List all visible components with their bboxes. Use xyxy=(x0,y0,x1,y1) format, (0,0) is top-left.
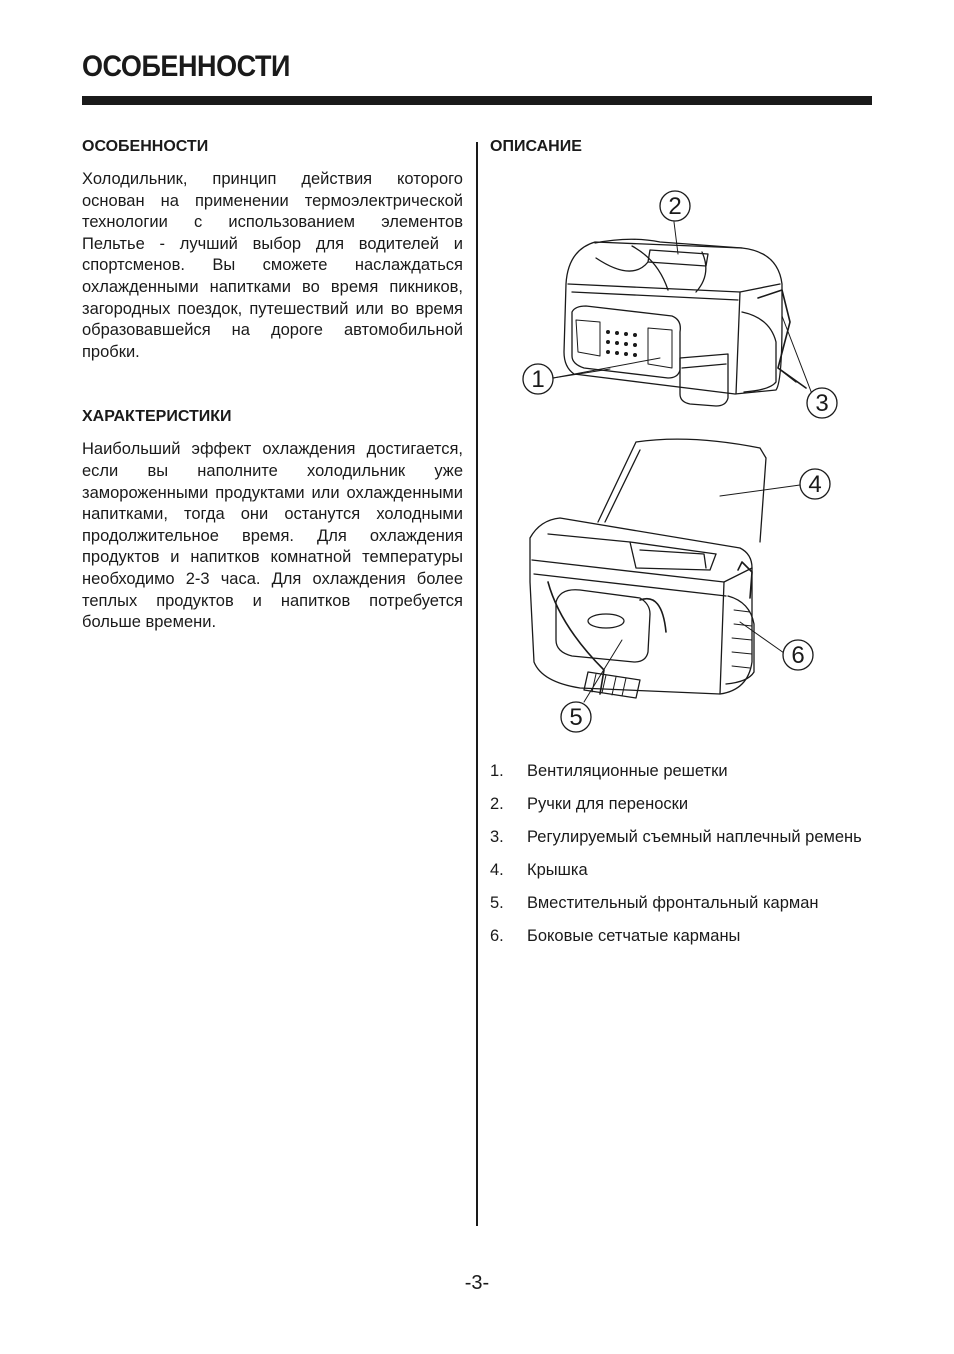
cooler-bag-illustration xyxy=(490,170,873,742)
parts-legend xyxy=(490,760,873,947)
left-column xyxy=(82,136,463,634)
page-number: -3- xyxy=(464,1272,490,1294)
callout-1 xyxy=(523,364,553,394)
section-heading-specifications: ХАРАКТЕРИСТИКИ xyxy=(82,408,232,426)
callout-6 xyxy=(783,640,813,670)
right-column xyxy=(490,136,873,958)
section-heading-description: ОПИСАНИЕ xyxy=(490,138,582,155)
callout-3-label: 3 xyxy=(815,390,829,417)
callout-6-label: 6 xyxy=(791,642,805,669)
callout-5 xyxy=(561,702,591,732)
specifications-paragraph: Наибольший эффект охлаждения достигается, если вы наполните холодильник уже замороженными продуктами или охлажденными напитками, тогда они останутся холодными продолжительное время. Для охлаждения продуктов и напитков комнатной температуры необходимо 2-3 часа. Для охлаждения более теплых продуктов и напитков потребуется больше времени. xyxy=(82,440,463,632)
column-divider xyxy=(476,142,478,1226)
legend-text: Крышка xyxy=(527,861,588,879)
features-paragraph: Холодильник, принцип действия которого основан на применении термоэлектрической технологии с использованием элементов Пельтье - лучший выбор для водителей и спортсменов. Вы сможете наслаждаться охлажденными напитками во время пикников, загородных поездок, путешествий или во время образовавшейся на дороге автомобильной пробки. xyxy=(82,170,463,361)
legend-number: 3. xyxy=(490,828,504,846)
legend-item xyxy=(490,892,873,914)
page-title: ОСОБЕННОСТИ xyxy=(82,50,291,83)
callout-3 xyxy=(807,388,837,418)
legend-number: 6. xyxy=(490,927,504,945)
callout-4 xyxy=(800,469,830,499)
legend-item xyxy=(490,859,873,881)
legend-item xyxy=(490,760,873,782)
legend-text: Вместительный фронтальный карман xyxy=(527,894,819,912)
legend-number: 5. xyxy=(490,894,504,912)
legend-text: Вентиляционные решетки xyxy=(527,762,728,780)
callout-4-label: 4 xyxy=(808,471,822,498)
legend-number: 1. xyxy=(490,762,504,780)
section-heading-features: ОСОБЕННОСТИ xyxy=(82,138,209,155)
legend-text: Ручки для переноски xyxy=(527,795,689,813)
title-rule xyxy=(82,96,872,105)
legend-number: 4. xyxy=(490,861,504,879)
legend-item xyxy=(490,826,873,848)
legend-item xyxy=(490,925,873,947)
closed-bag-drawing xyxy=(564,239,806,406)
legend-text: Регулируемый съемный наплечный ремень xyxy=(527,828,862,846)
callout-5-label: 5 xyxy=(569,704,583,731)
callout-leaders xyxy=(553,222,812,702)
legend-text: Боковые сетчатые карманы xyxy=(527,927,741,945)
callout-2 xyxy=(660,191,690,221)
callout-2-label: 2 xyxy=(668,193,682,220)
legend-number: 2. xyxy=(490,795,504,813)
open-bag-drawing xyxy=(530,439,766,698)
callout-1-label: 1 xyxy=(531,366,545,393)
legend-item xyxy=(490,793,873,815)
